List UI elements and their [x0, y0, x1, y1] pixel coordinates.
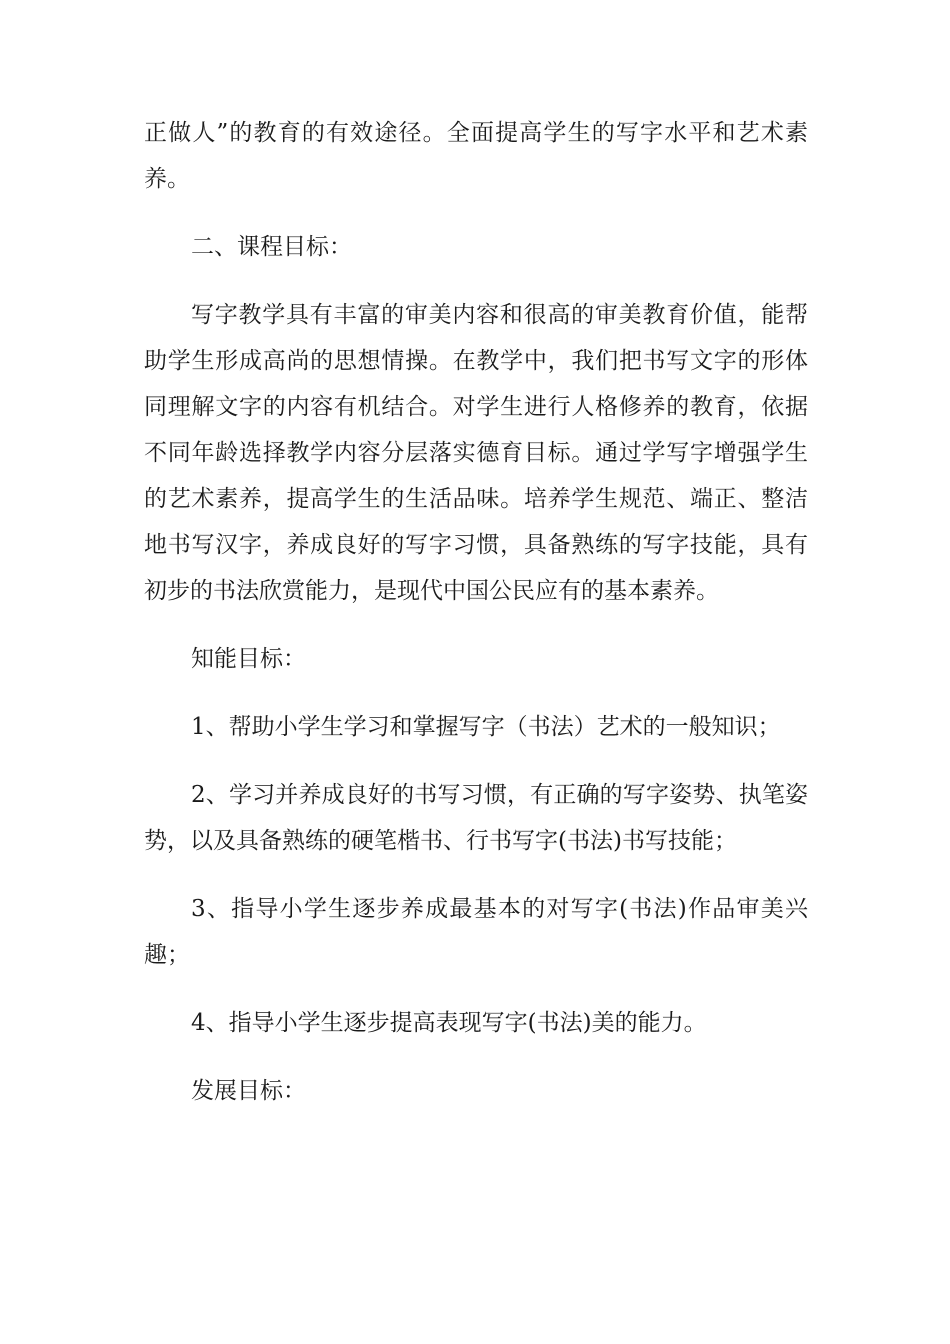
document-body	[144, 110, 808, 1136]
list-item-3: 3、指导小学生逐步养成最基本的对写字(书法)作品审美兴趣；	[144, 896, 808, 968]
list-item-4: 4、指导小学生逐步提高表现写字(书法)美的能力。	[191, 1010, 707, 1036]
subheading-development-goals: 发展目标：	[191, 1078, 306, 1104]
paragraph-course-goals: 写字教学具有丰富的审美内容和很高的审美教育价值，能帮助学生形成高尚的思想情操。在教学中，我们把书写文字的形体同理解文字的内容有机结合。对学生进行人格修养的教育，依据不同年龄选择教学内容分层落实德育目标。通过学写字增强学生的艺术素养，提高学生的生活品味。培养学生规范、端正、整洁地书写汉字，养成良好的写字习惯，具备熟练的写字技能，具有初步的书法欣赏能力，是现代中国公民应有的基本素养。	[144, 302, 808, 604]
list-item-1: 1、帮助小学生学习和掌握写字（书法）艺术的一般知识；	[191, 714, 781, 740]
paragraph-continuation: 正做人”的教育的有效途径。全面提高学生的写字水平和艺术素养。	[144, 120, 808, 192]
section-heading-course-goals: 二、课程目标：	[191, 234, 352, 260]
subheading-knowledge-goals: 知能目标：	[191, 646, 306, 672]
list-item-2: 2、学习并养成良好的书写习惯，有正确的写字姿势、执笔姿势，以及具备熟练的硬笔楷书、行书写字(书法)书写技能；	[144, 782, 808, 854]
